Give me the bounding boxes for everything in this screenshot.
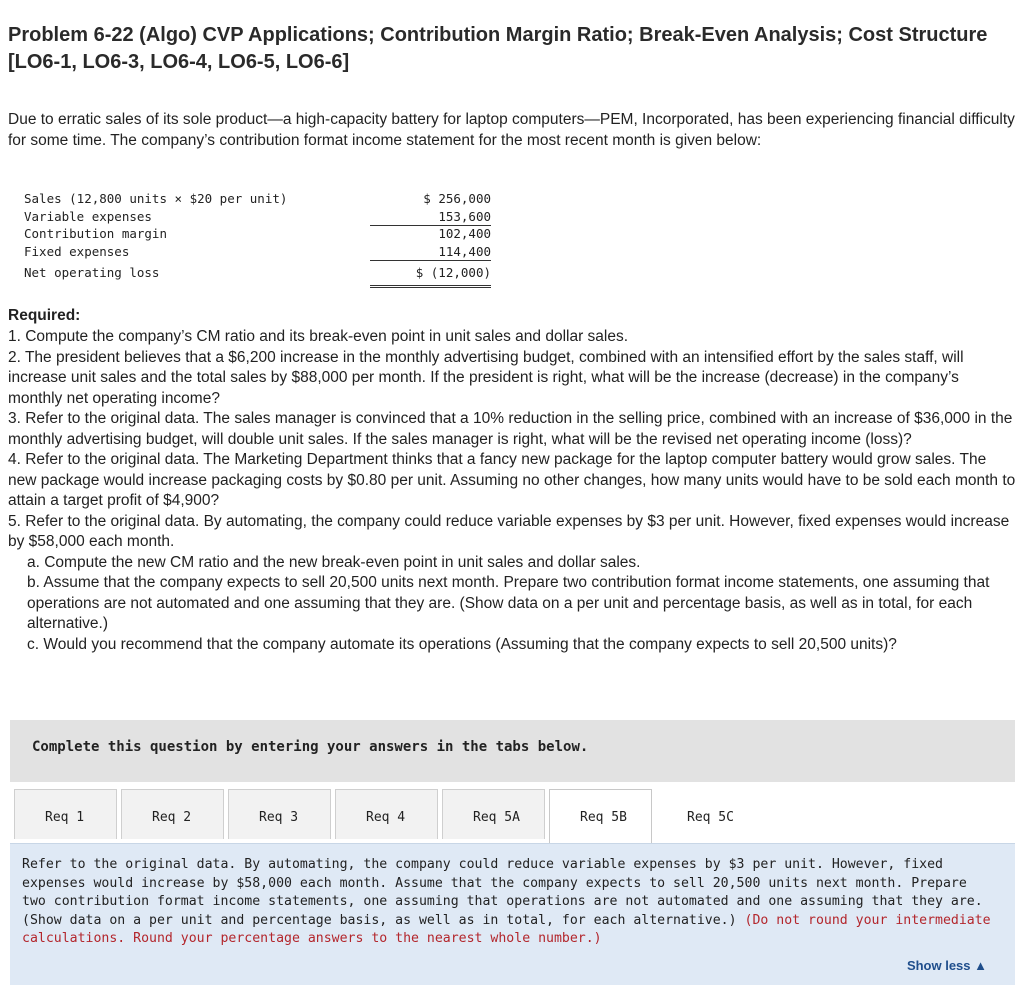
row-amount: 153,600 (438, 208, 491, 224)
requirement-item: 5. Refer to the original data. By automating, the company could reduce variable expenses by $3 per unit. However, fixed expenses would increase by $58,000 each month. (8, 512, 1010, 550)
tab-req-5b[interactable] (549, 789, 652, 843)
tab-label: Req 2 (152, 810, 192, 825)
requirement-item: 3. Refer to the original data. The sales manager is convinced that a 10% reduction in the selling price, combined with an increase of $36,000 in the monthly advertising budget, will double unit sales. If the sales manager is right, what will be the revised net operating income (loss)? (8, 410, 1013, 448)
tab-label: Req 4 (366, 810, 406, 825)
tab-req-5a[interactable] (442, 789, 545, 839)
tab-label: Req 5B (580, 810, 627, 825)
tab-req-5c[interactable] (656, 789, 759, 839)
requirement-item: 2. The president believes that a $6,200 increase in the monthly advertising budget, combined with an intensified effort by the sales staff, will increase unit sales and the total sales by $88,000 per month. If the president is right, what will be the increase (decrease) in the company’s monthly net operating income? (8, 348, 964, 407)
tab-label: Req 3 (259, 810, 299, 825)
sub-requirement-item: a. Compute the new CM ratio and the new break-even point in unit sales and dollar sales. (27, 553, 641, 571)
row-label: Sales (12,800 units × $20 per unit) (24, 191, 288, 206)
tab-req-1[interactable] (14, 789, 117, 839)
row-label: Variable expenses (24, 208, 152, 224)
tab-req-2[interactable] (121, 789, 224, 839)
tab-label: Req 5A (473, 810, 520, 825)
double-underline-rule (370, 285, 491, 288)
panel-instruction-text: Refer to the original data. By automating, the company could reduce variable expenses by $3 per unit. However, fixed expenses would increase by $58,000 each month. Assume that the company expects to sell 20,500 units next month. Prepare two contribution format income statements, one assuming that operations are not automated and one assuming that they are. (Show data on a per unit and percentage basis, as well as in total, for each alternative.) (22, 857, 983, 928)
rounding-note: (Do not round your intermediate calculations. Round your percentage answers to the nearest whole number.) (22, 912, 991, 946)
row-label: Net operating loss (24, 265, 160, 280)
row-label: Fixed expenses (24, 243, 130, 259)
row-amount: 102,400 (438, 226, 491, 241)
complete-question-banner (10, 720, 1015, 782)
requirement-item: 4. Refer to the original data. The Marketing Department thinks that a fancy new package for the laptop computer battery would grow sales. The new package would increase packaging costs by $0.80 per unit. Assuming no other changes, how many units would have to be sold each month to attain a target profit of $4,900? (8, 451, 1016, 509)
panel-instructions (22, 856, 997, 949)
underline-rule (370, 225, 491, 226)
tab-req-4[interactable] (335, 789, 438, 839)
sub-requirement-item: c. Would you recommend that the company automate its operations (Assuming that the company expects to sell 20,500 units)? (27, 635, 897, 653)
banner-text: Complete this question by entering your answers in the tabs below. (32, 739, 589, 755)
requirement-tabs (14, 789, 763, 843)
row-amount: 114,400 (438, 243, 491, 259)
required-heading: Required: (8, 307, 81, 324)
tab-label: Req 1 (45, 810, 85, 825)
requirements-list (8, 327, 1016, 655)
tab-label: Req 5C (687, 810, 734, 825)
tab-panel-req-5b (10, 843, 1015, 985)
problem-title: Problem 6-22 (Algo) CVP Applications; Contribution Margin Ratio; Break-Even Analysis; Cost Structure [LO6-1, LO6-3, LO6-4, LO6-5, LO6-6] (8, 24, 988, 73)
row-amount: $ (12,000) (415, 265, 491, 280)
underline-rule (370, 260, 491, 261)
row-label: Contribution margin (24, 226, 167, 241)
tab-req-3[interactable] (228, 789, 331, 839)
sub-requirement-item: b. Assume that the company expects to sell 20,500 units next month. Prepare two contribution format income statements, one assuming that operations are not automated and one assuming that they are. (Show data on a per unit and percentage basis, as well as in total, for each alternative.) (27, 574, 990, 632)
problem-intro: Due to erratic sales of its sole product—a high-capacity battery for laptop computers—PEM, Incorporated, has been experiencing financial difficulty for some time. The company’s contribution format income statement for the most recent month is given below: (8, 111, 1015, 149)
row-amount: $ 256,000 (423, 191, 491, 206)
requirement-item: 1. Compute the company’s CM ratio and its break-even point in unit sales and dollar sales. (8, 328, 629, 345)
show-less-link[interactable]: Show less ▲ (906, 958, 987, 973)
